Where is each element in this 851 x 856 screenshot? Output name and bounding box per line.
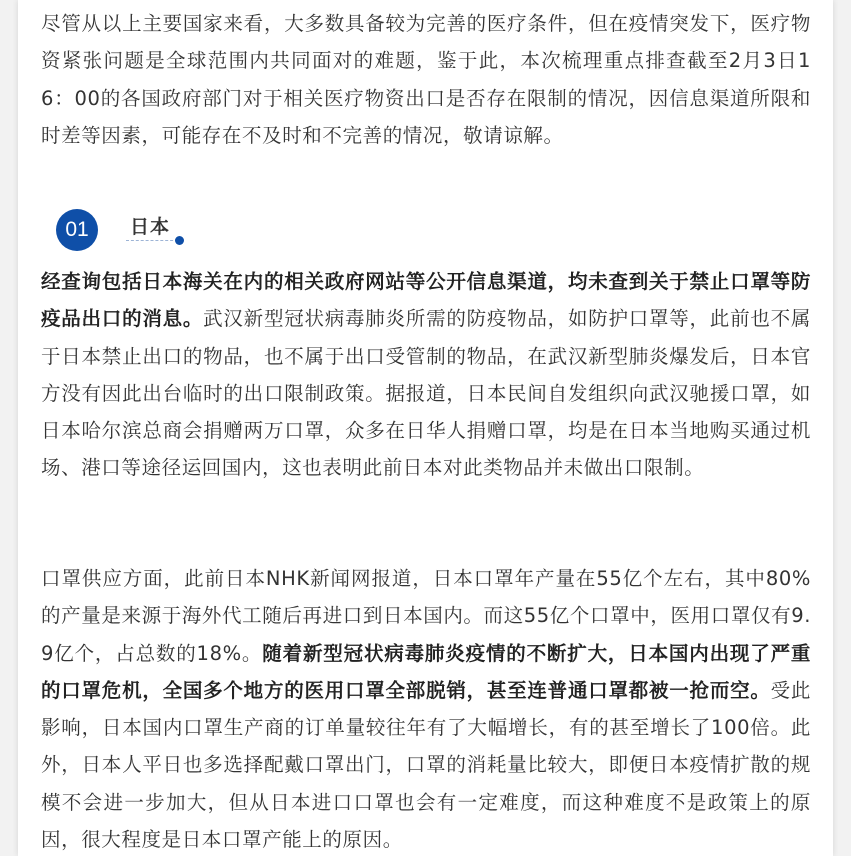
section-number-badge: 01 (56, 209, 98, 251)
intro-text: 尽管从以上主要国家来看，大多数具备较为完善的医疗条件，但在疫情突发下，医疗物资紧张问题是全球范围内共同面对的难题，鉴于此，本次梳理重点排查截至2月3日16：00的各国政府部门对于相关医疗物资出口是否存在限制的情况，因信息渠道所限和时差等因素，可能存在不及时和不完善的情况，敬请谅解。 (41, 12, 811, 147)
japan-policy-text: 武汉新型冠状病毒肺炎所需的防疫物品，如防护口罩等，此前也不属于日本禁止出口的物品，也不属于出口受管制的物品，在武汉新型肺炎爆发后，日本官方没有因此出台临时的出口限制政策。据报道，日本民间自发组织向武汉驰援口罩，如日本哈尔滨总商会捐赠两万口罩，众多在日华人捐赠口罩，均是在日本当地购买通过机场、港口等途径运回国内，这也表明此前日本对此类物品并未做出口限制。 (41, 307, 811, 480)
section-title-dot (175, 236, 184, 245)
mask-supply-bold-text: 随着新型冠状病毒肺炎疫情的不断扩大，日本国内出现了严重的口罩危机，全国多个地方的医用口罩全部脱销，甚至连普通口罩都被一抢而空。 (41, 641, 812, 702)
mask-supply-paragraph (41, 560, 811, 856)
section-title-underline (126, 240, 178, 241)
section-header (56, 207, 256, 253)
japan-policy-paragraph (41, 263, 811, 487)
mask-supply-text-1: 口罩供应方面，此前日本NHK新闻网报道，日本口罩年产量在55亿个左右，其中80%的产量是来源于海外代工随后再进口到日本国内。而这55亿个口罩中，医用口罩仅有9.9亿个，占总数的18%。 (41, 567, 811, 665)
intro-paragraph (41, 5, 811, 154)
section-title: 日本 (130, 216, 171, 238)
mask-supply-text-2: 受此影响，日本国内口罩生产商的订单量较往年有了大幅增长，有的甚至增长了100倍。此外，日本人平日也多选择配戴口罩出门，口罩的消耗量比较大，即便日本疫情扩散的规模不会进一步加大，但从日本进口口罩也会有一定难度，而这种难度不是政策上的原因，很大程度是日本口罩产能上的原因。 (41, 678, 811, 852)
article-card (18, 0, 833, 856)
japan-policy-bold-text: 经查询包括日本海关在内的相关政府网站等公开信息渠道，均未查到关于禁止口罩等防疫品出口的消息。 (41, 270, 811, 331)
